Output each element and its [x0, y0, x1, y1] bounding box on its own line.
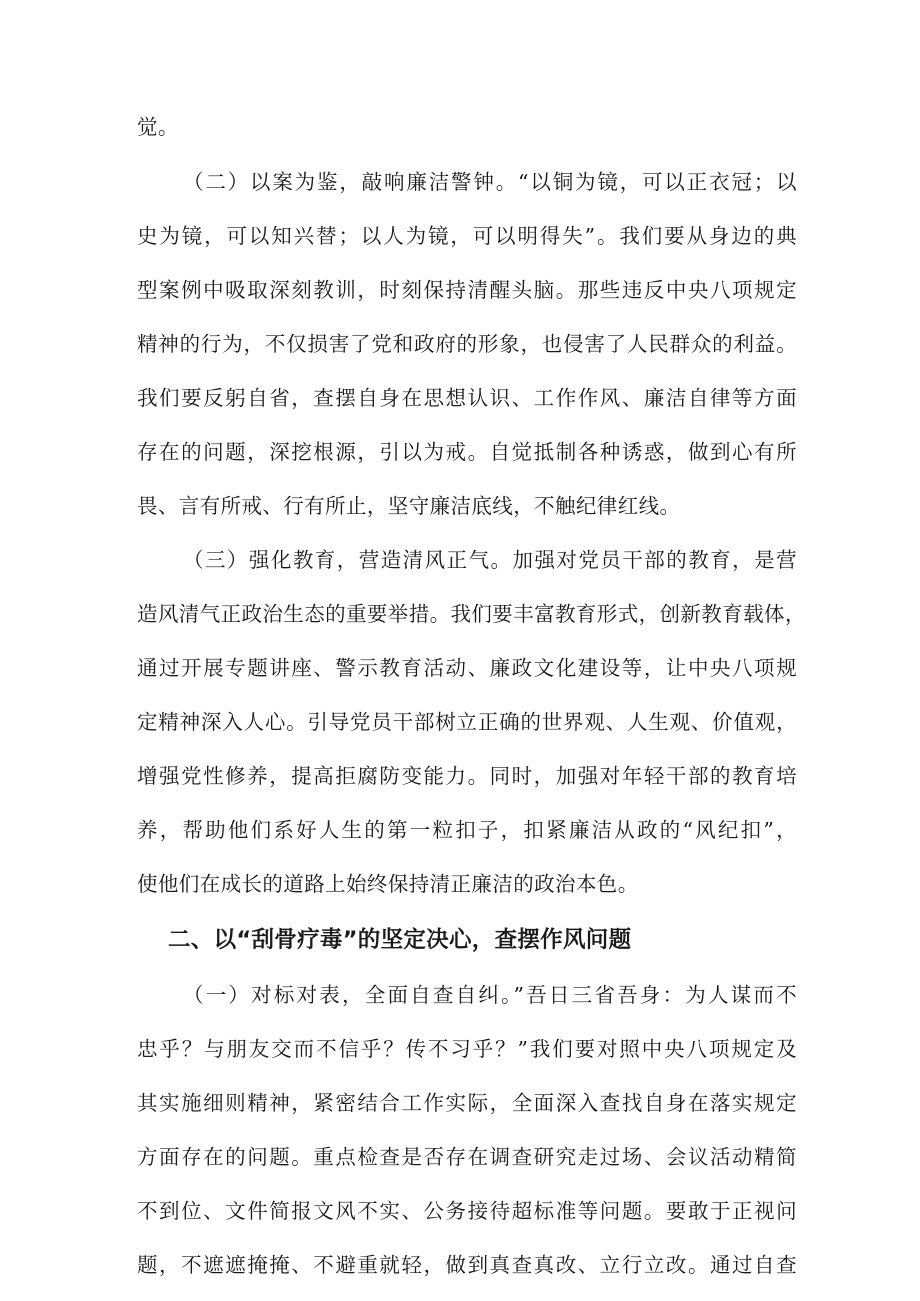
paragraph-line: 畏、言有所戒、行有所止，坚守廉洁底线，不触纪律红线。: [137, 494, 681, 518]
paragraph-line: 型案例中吸取深刻教训，时刻保持清醒头脑。那些违反中央八项规定: [137, 278, 797, 302]
paragraph-line: 定精神深入人心。引导党员干部树立正确的世界观、人生观、价值观，: [137, 710, 797, 734]
paragraph-line: 忠乎？与朋友交而不信乎？传不习乎？”我们要对照中央八项规定及: [137, 1037, 797, 1061]
paragraph-line: （二）以案为鉴，敲响廉洁警钟。“以铜为镜，可以正衣冠；以: [183, 170, 797, 194]
paragraph-line: （三）强化教育，营造清风正气。加强对党员干部的教育，是营: [183, 548, 797, 572]
paragraph-line: 增强党性修养，提高拒腐防变能力。同时，加强对年轻干部的教育培: [137, 764, 797, 788]
paragraph-line: 不到位、文件简报文风不实、公务接待超标准等问题。要敢于正视问: [137, 1199, 797, 1223]
paragraph-line: 养，帮助他们系好人生的第一粒扣子，扣紧廉洁从政的“风纪扣”，: [137, 818, 797, 842]
section-heading: 二、以“刮骨疗毒”的坚定决心，查摆作风问题: [168, 927, 632, 953]
paragraph-line: 方面存在的问题。重点检查是否存在调查研究走过场、会议活动精简: [137, 1145, 797, 1169]
paragraph-line: 使他们在成长的道路上始终保持清正廉洁的政治本色。: [137, 872, 639, 896]
paragraph-line: 存在的问题，深挖根源，引以为戒。自觉抵制各种诱惑，做到心有所: [137, 440, 797, 464]
paragraph-line: 觉。: [137, 115, 179, 139]
paragraph-line: 精神的行为，不仅损害了党和政府的形象，也侵害了人民群众的利益。: [137, 332, 797, 356]
paragraph-line: （一）对标对表，全面自查自纠。”吾日三省吾身：为人谋而不: [183, 983, 797, 1007]
paragraph-line: 通过开展专题讲座、警示教育活动、廉政文化建设等，让中央八项规: [137, 656, 797, 680]
paragraph-line: 造风清气正政治生态的重要举措。我们要丰富教育形式，创新教育载体，: [137, 602, 806, 626]
paragraph-line: 题，不遮遮掩掩、不避重就轻，做到真查真改、立行立改。通过自查: [137, 1253, 797, 1277]
paragraph-line: 其实施细则精神，紧密结合工作实际，全面深入查找自身在落实规定: [137, 1091, 797, 1115]
paragraph-line: 我们要反躬自省，查摆自身在思想认识、工作作风、廉洁自律等方面: [137, 386, 797, 410]
paragraph-line: 史为镜，可以知兴替；以人为镜，可以明得失”。我们要从身边的典: [137, 224, 797, 248]
